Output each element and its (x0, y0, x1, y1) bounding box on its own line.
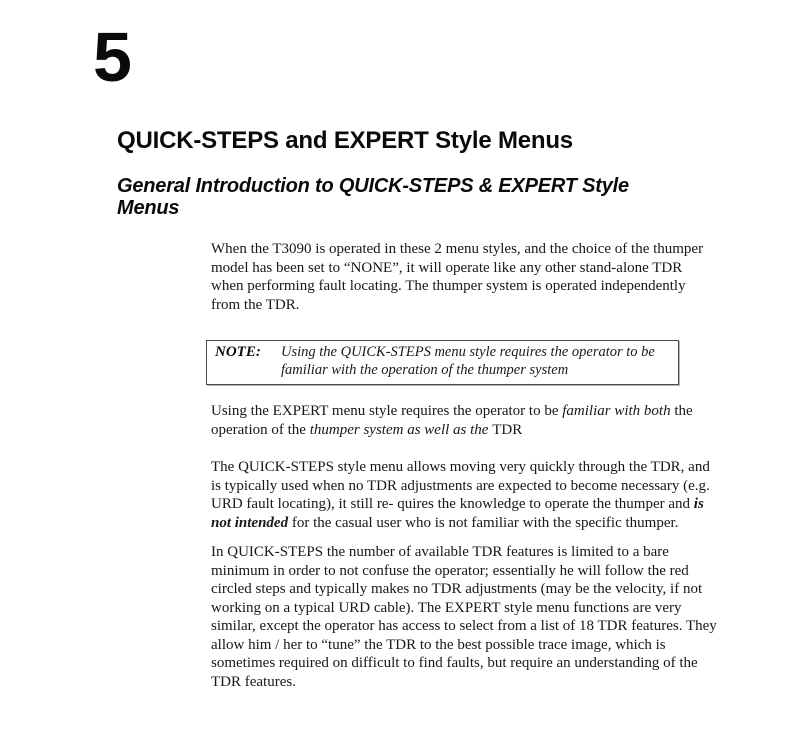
text-segment: The QUICK-STEPS style menu allows moving very quickly through the TDR, and is typically used when no TDR adjustments are expected to become necessary (e.g. URD fault locating), it still re- quires the knowledge to operate the thumper and (211, 459, 710, 512)
note-label: NOTE: (215, 344, 261, 360)
paragraph (211, 458, 718, 532)
text-segment: Using the EXPERT menu style requires the operator to be (211, 403, 563, 419)
text-segment: familiar with both (562, 403, 671, 419)
paragraph (211, 402, 718, 439)
note-box (206, 340, 679, 385)
page-title: QUICK-STEPS and EXPERT Style Menus (117, 127, 573, 154)
paragraph (211, 543, 718, 691)
chapter-number: 5 (93, 18, 132, 96)
text-segment: is not intended (211, 496, 704, 531)
paragraph (211, 240, 718, 314)
text-segment: When the T3090 is operated in these 2 menu styles, and the choice of the thumper model has been set to “NONE”, it will operate like any other stand-alone TDR when performing fault locating. The thumper system is operated independently from the TDR. (211, 241, 704, 313)
section-heading: General Introduction to QUICK-STEPS & EXPERT Style Menus (117, 175, 629, 219)
text-segment: the operation of the (211, 403, 693, 438)
text-segment: TDR (492, 421, 523, 438)
text-segment: In QUICK-STEPS the number of available TDR features is limited to a bare minimum in order to not confuse the operator; essentially he will follow the red circled steps and typically makes no TDR adjustments (may be the velocity, if not working on a typical URD cable). The EXPERT style menu functions are very similar, except the operator has access to select from a list of 18 TDR features. They allow him / her to “tune” the TDR to the best possible trace image, which is sometimes required on difficult to find faults, but require an understanding of the TDR features. (211, 544, 717, 690)
note-text: Using the QUICK-STEPS menu style requires the operator to be familiar with the operation of the thumper system (281, 344, 655, 378)
text-segment: for the casual user who is not familiar with the specific thumper. (288, 514, 679, 531)
body-column (211, 240, 718, 691)
text-segment: thumper system as well as the (309, 421, 493, 438)
